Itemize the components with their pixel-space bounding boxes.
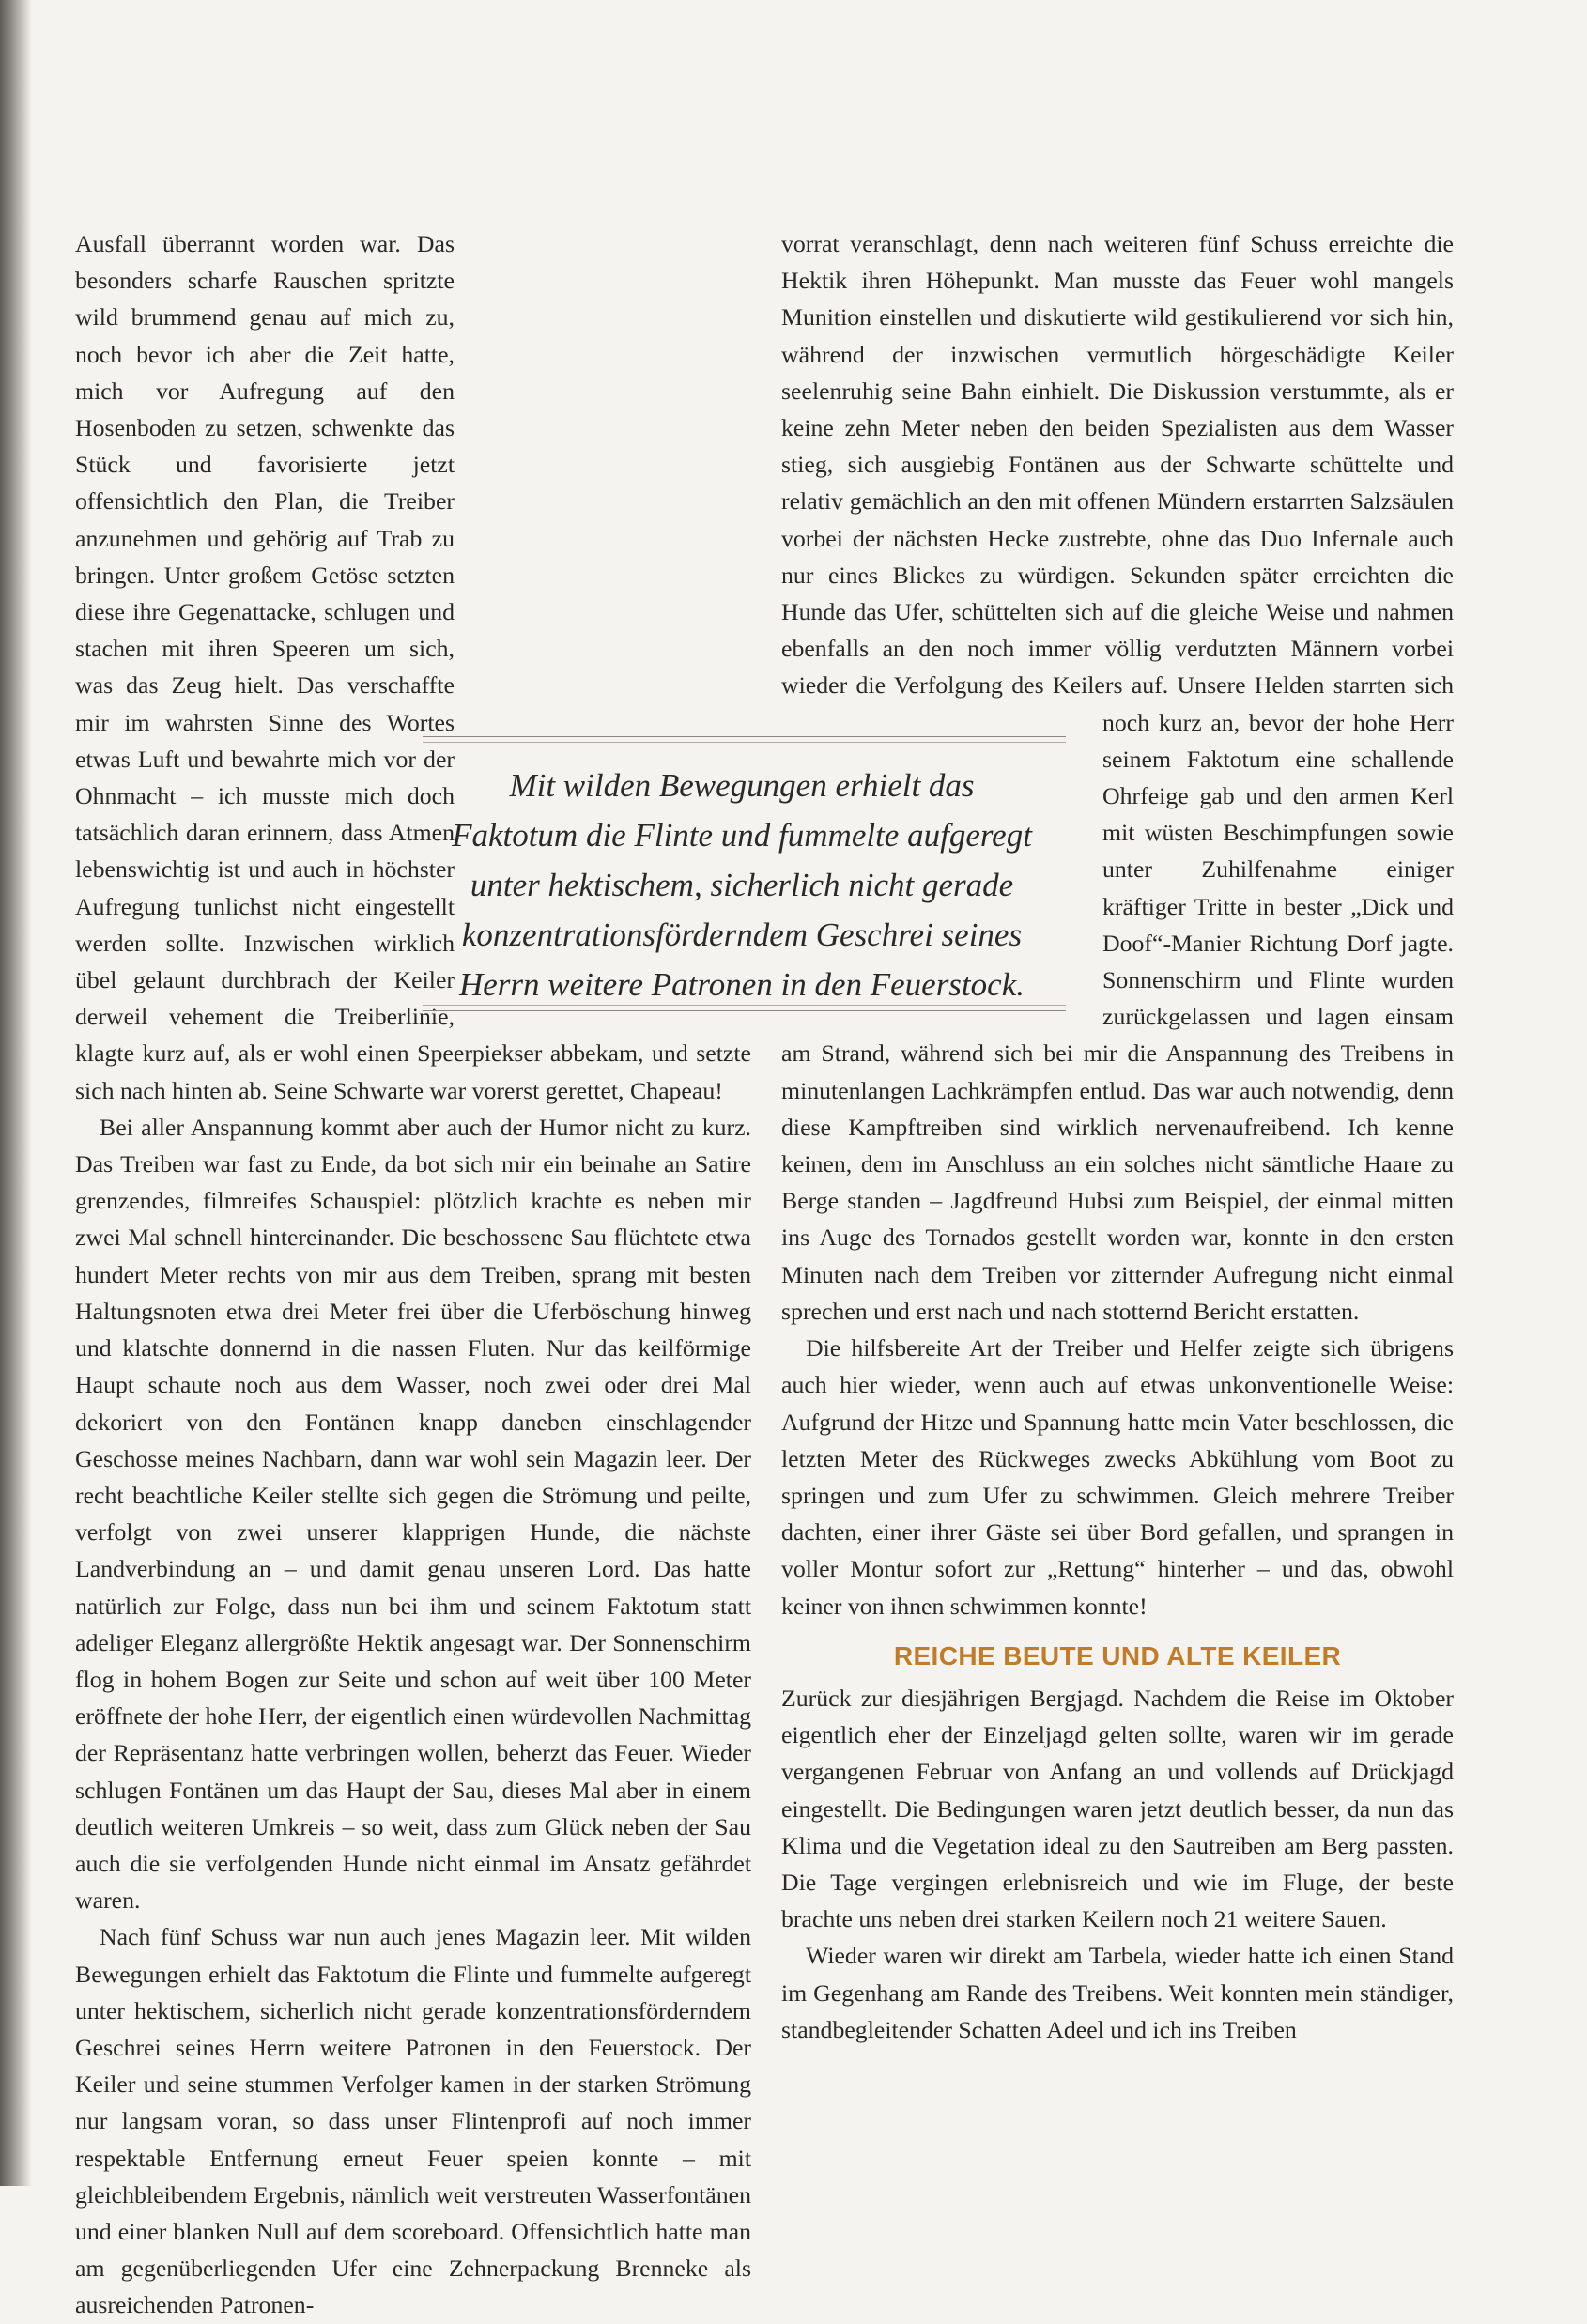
- pull-quote: [418, 740, 1066, 1012]
- right-paragraph-1: vorrat veranschlagt, denn nach weiteren fünf Schuss erreichte die Hektik ihren Höhepunkt. Man musste das Feuer wohl mangels Munition einstellen und diskutierte wild gestikulierend vor sich hin, während der inzwischen vermutlich hörgeschädigte Keiler seelenruhig seine Bahn einhielt. Die Diskussion verstummte, als er keine zehn Meter neben den beiden Spezialisten aus dem Wasser stieg, sich ausgiebig Fontänen aus der Schwarte schüttelte und relativ gemächlich an den mit offenen Mündern erstarrten Salzsäulen vorbei der nächsten Hecke zustrebte, ohne das Duo Infernale auch nur eines Blickes zu würdigen. Sekunden später erreichten die Hunde das Ufer, schüttelten sich auf die gleiche Weise und nahmen ebenfalls an den noch immer völlig verdutzten Männern vorbei wieder die Verfolgung des Keilers auf. Unsere Helden starrten sich noch kurz an, bevor der hohe Herr seinem Faktotum eine schallende Ohrfeige gab und den armen Kerl mit wüsten Beschimpfungen sowie unter Zuhilfenahme einiger kräftiger Tritte in bester „Dick und Doof“-Manier Richtung Dorf jagte. Sonnenschirm und Flinte wurden zurückgelassen und lagen einsam am Strand, während sich bei mir die Anspannung des Treibens in minutenlangen Lachkrämpfen entlud. Das war auch notwendig, denn diese Kampftreiben sind wirklich nervenaufreibend. Ich kenne keinen, dem im Anschluss an ein solches nicht sämtliche Haare zu Berge standen – Jagdfreund Hubsi zum Beispiel, der einmal mitten ins Auge des Tornados gestellt worden war, konnte in den ersten Minuten nach dem Treiben vor zitternder Aufregung nicht einmal sprechen und erst nach und nach stotternd Bericht erstatten.: [781, 230, 1454, 1325]
- pull-quote-line: Mit wilden Bewegungen erhielt das: [509, 767, 975, 804]
- pull-quote-line: Herrn weitere Patronen in den Feuerstock.: [459, 966, 1025, 1003]
- pull-quote-bottom-rule: [423, 1010, 1066, 1011]
- pull-quote-bottom-rule-thin: [423, 1005, 1066, 1006]
- left-paragraph-1: Ausfall überrannt worden war. Das besonders scharfe Rauschen spritzte wild brummend genau auf mich zu, noch bevor ich aber die Zeit hatte, mich vor Aufregung auf den Hosenboden zu setzen, schwenkte das Stück und favorisierte jetzt offensichtlich den Plan, die Treiber anzunehmen und gehörig auf Trab zu bringen. Unter großem Getöse setzten diese ihre Gegenattacke, schlugen und stachen mit ihren Speeren um sich, was das Zeug hielt. Das verschaffte mir im wahrsten Sinne des Wortes etwas Luft und bewahrte mich vor der Ohnmacht – ich musste mich doch tatsächlich daran erinnern, dass Atmen lebenswichtig ist und auch in höchster Aufregung tunlichst nicht eingestellt werden sollte. Inzwischen wirklich übel gelaunt durchbrach der Keiler derweil vehement die Treiberlinie, klagte kurz auf, als er wohl einen Speerpiekser abbekam, und setzte sich nach hinten ab. Seine Schwarte war vorerst gerettet, Chapeau!: [75, 230, 751, 1104]
- section-heading: REICHE BEUTE UND ALTE KEILER: [893, 1640, 1342, 1670]
- pull-quote-top-rule: [423, 736, 1066, 737]
- right-paragraph-2: Die hilfsbereite Art der Treiber und Helfer zeigte sich übrigens auch hier wieder, wenn auch auf etwas unkonventionelle Weise: Aufgrund der Hitze und Spannung hatte mein Vater beschlossen, die letzten Meter des Rückweges zwecks Abkühlung vom Boot zu springen und zum Ufer zu schwimmen. Gleich mehrere Treiber dachten, einer ihrer Gäste sei über Bord gefallen, und sprangen in voller Montur sofort zur „Rettung“ hinterher – und das, obwohl keiner von ihnen schwimmen konnte!: [781, 1334, 1454, 1620]
- pull-quote-line: unter hektischem, sicherlich nicht gerade: [470, 867, 1014, 903]
- left-paragraph-2: Bei aller Anspannung kommt aber auch der Humor nicht zu kurz. Das Treiben war fast zu Ende, da bot sich mir ein beinahe an Satire grenzendes, filmreifes Schauspiel: plötzlich krachte es neben mir zwei Mal schnell hintereinander. Die beschossene Sau flüchtete etwa hundert Meter rechts von mir aus dem Treiben, sprang mit besten Haltungsnoten etwa drei Meter frei über die Uferböschung hinweg und klatschte donnernd in die nassen Fluten. Nur das keilförmige Haupt schaute noch aus dem Wasser, noch zwei oder drei Mal dekoriert von den Fontänen knapp daneben einschlagender Geschosse meines Nachbarn, dann war wohl sein Magazin leer. Der recht beachtliche Keiler stellte sich gegen die Strömung und peilte, verfolgt von zwei unserer klapprigen Hunde, die nächste Landverbindung an – und damit genau unseren Lord. Das hatte natürlich zur Folge, dass nun bei ihm und seinem Faktotum statt adeliger Eleganz allergrößte Hektik angesagt war. Der Sonnenschirm flog in hohem Bogen zur Seite und schon auf weit über 100 Meter eröffnete der hohe Herr, der eigentlich einen würdevollen Nachmittag der Repräsentanz hatte verbringen wollen, beherzt das Feuer. Wieder schlugen Fontänen um das Haupt der Sau, dieses Mal aber in einem deutlich weiteren Umkreis – so weit, dass zum Glück neben der Sau auch die sie verfolgenden Hunde nicht einmal im Ansatz gefährdet waren.: [75, 1113, 751, 1915]
- left-paragraph-3: Nach fünf Schuss war nun auch jenes Magazin leer. Mit wilden Bewegungen erhielt das Faktotum die Flinte und fummelte aufgeregt unter hektischem, sicherlich nicht gerade konzentrationsförderndem Geschrei seines Herrn weitere Patronen in den Feuerstock. Der Keiler und seine stummen Verfolger kamen in der starken Strömung nur langsam voran, so dass unser Flintenprofi auf noch immer respektable Entfernung erneut Feuer speien konnte – mit gleichbleibendem Ergebnis, nämlich weit verstreuten Wasserfontänen und einer blanken Null auf dem scoreboard. Offensichtlich hatte man am gegenüberliegenden Ufer eine Zehnerpackung Brenneke als ausreichenden Patronen-: [75, 1923, 751, 2319]
- right-paragraph-4: Wieder waren wir direkt am Tarbela, wieder hatte ich einen Stand im Gegenhang am Rande des Treibens. Weit konnten mein ständiger, standbegleitender Schatten Adeel und ich ins Treiben: [781, 1942, 1454, 2043]
- right-text-column: [781, 225, 1454, 2188]
- left-text-column: [75, 225, 751, 2319]
- pull-quote-line: Faktotum die Flinte und fummelte aufgeregt: [452, 817, 1032, 854]
- binding-shadow: [0, 0, 32, 2186]
- pull-quote-line: konzentrationsförderndem Geschrei seines: [461, 916, 1023, 953]
- right-paragraph-3: Zurück zur diesjährigen Bergjagd. Nachdem die Reise im Oktober eigentlich eher der Einzeljagd gelten sollte, waren wir im gerade vergangenen Februar von Anfang an und vollends auf Drückjagd eingestellt. Die Bedingungen waren jetzt deutlich besser, da nun das Klima und die Vegetation ideal zu den Sautreiben am Berg passten. Die Tage vergingen erlebnisreich und wie im Fluge, der beste brachte uns neben drei starken Keilern noch 21 weitere Sauen.: [781, 1684, 1454, 1933]
